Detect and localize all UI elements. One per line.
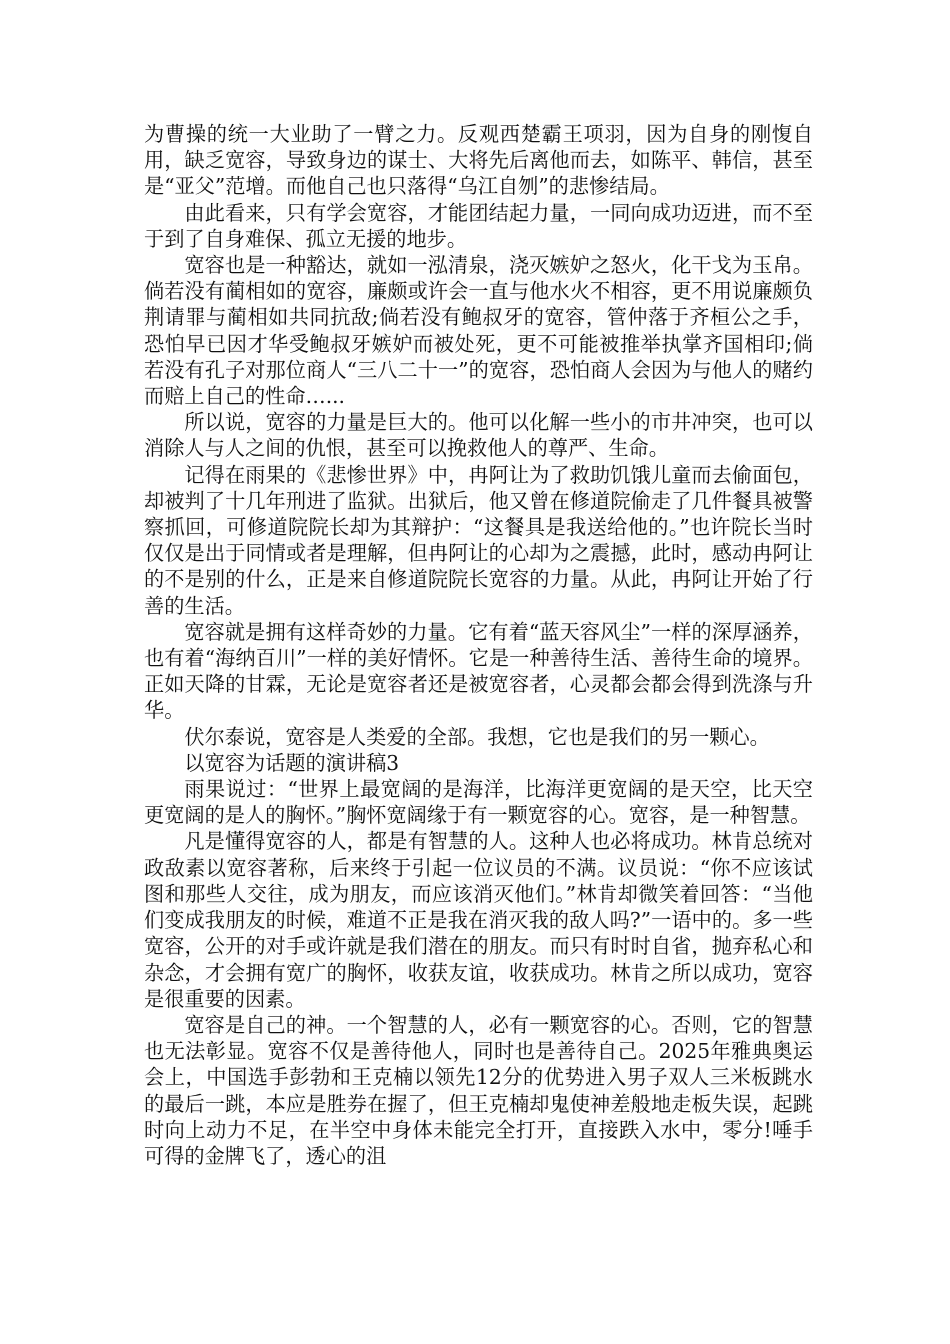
document-page: [144, 121, 813, 1169]
paragraph-8: 雨果说过：“世界上最宽阔的是海洋，比海洋更宽阔的是天空，比天空更宽阔的是人的胸怀。”胸怀宽阔缘于有一颗宽容的心。宽容，是一种智慧。: [144, 777, 813, 828]
paragraph-6: 宽容就是拥有这样奇妙的力量。它有着“蓝天容风尘”一样的深厚涵养，也有着“海纳百川”一样的美好情怀。它是一种善待生活、善待生命的境界。正如天降的甘霖，无论是宽容者还是被宽容者，心灵都会都会得到洗涤与升华。: [144, 619, 813, 723]
paragraph-4: 所以说，宽容的力量是巨大的。他可以化解一些小的市井冲突，也可以消除人与人之间的仇恨，甚至可以挽救他人的尊严、生命。: [144, 410, 813, 461]
paragraph-3: 宽容也是一种豁达，就如一泓清泉，浇灭嫉妒之怒火，化干戈为玉帛。倘若没有蔺相如的宽容，廉颇或许会一直与他水火不相容，更不用说廉颇负荆请罪与蔺相如共同抗敌;倘若没有鲍叔牙的宽容，管仲落于齐桓公之手，恐怕早已因才华受鲍叔牙嫉妒而被处死，更不可能被推举执掌齐国相印;倘若没有孔子对那位商人“三八二十一”的宽容，恐怕商人会因为与他人的赌约而赔上自己的性命…...: [144, 253, 813, 409]
paragraph-1: 为曹操的统一大业助了一臂之力。反观西楚霸王项羽，因为自身的刚愎自用，缺乏宽容，导致身边的谋士、大将先后离他而去，如陈平、韩信，甚至是“亚父”范增。而他自己也只落得“乌江自刎”的悲惨结局。: [144, 122, 813, 199]
paragraph-9: 凡是懂得宽容的人，都是有智慧的人。这种人也必将成功。林肯总统对政敌素以宽容著称，后来终于引起一位议员的不满。议员说：“你不应该试图和那些人交往，成为朋友，而应该消灭他们。”林肯却微笑着回答：“当他们变成我朋友的时候，难道不正是我在消灭我的敌人吗?”一语中的。多一些宽容，公开的对手或许就是我们潜在的朋友。而只有时时自省，抛弃私心和杂念，才会拥有宽广的胸怀，收获友谊，收获成功。林肯之所以成功，宽容是很重要的因素。: [144, 829, 813, 1011]
paragraph-2: 由此看来，只有学会宽容，才能团结起力量，一同向成功迈进，而不至于到了自身难保、孤立无援的地步。: [144, 200, 813, 251]
paragraph-5: 记得在雨果的《悲惨世界》中，冉阿让为了救助饥饿儿童而去偷面包，却被判了十几年刑进了监狱。出狱后，他又曾在修道院偷走了几件餐具被警察抓回，可修道院院长却为其辩护：“这餐具是我送给他的。”也许院长当时仅仅是出于同情或者是理解，但冉阿让的心却为之震撼，此时，感动冉阿让的不是别的什么，正是来自修道院院长宽容的力量。从此，冉阿让开始了行善的生活。: [144, 462, 813, 618]
section-heading: 以宽容为话题的演讲稿3: [184, 750, 400, 775]
paragraph-10: 宽容是自己的神。一个智慧的人，必有一颗宽容的心。否则，它的智慧也无法彰显。宽容不仅是善待他人，同时也是善待自己。2025年雅典奥运会上，中国选手彭勃和王克楠以领先12分的优势进入男子双人三米板跳水的最后一跳，本应是胜券在握了，但王克楠却鬼使神差般地走板失误，起跳时向上动力不足，在半空中身体未能完全打开，直接跌入水中，零分!唾手可得的金牌飞了，透心的沮: [144, 1012, 813, 1168]
paragraph-7: 伏尔泰说，宽容是人类爱的全部。我想，它也是我们的另一颗心。: [184, 724, 770, 749]
